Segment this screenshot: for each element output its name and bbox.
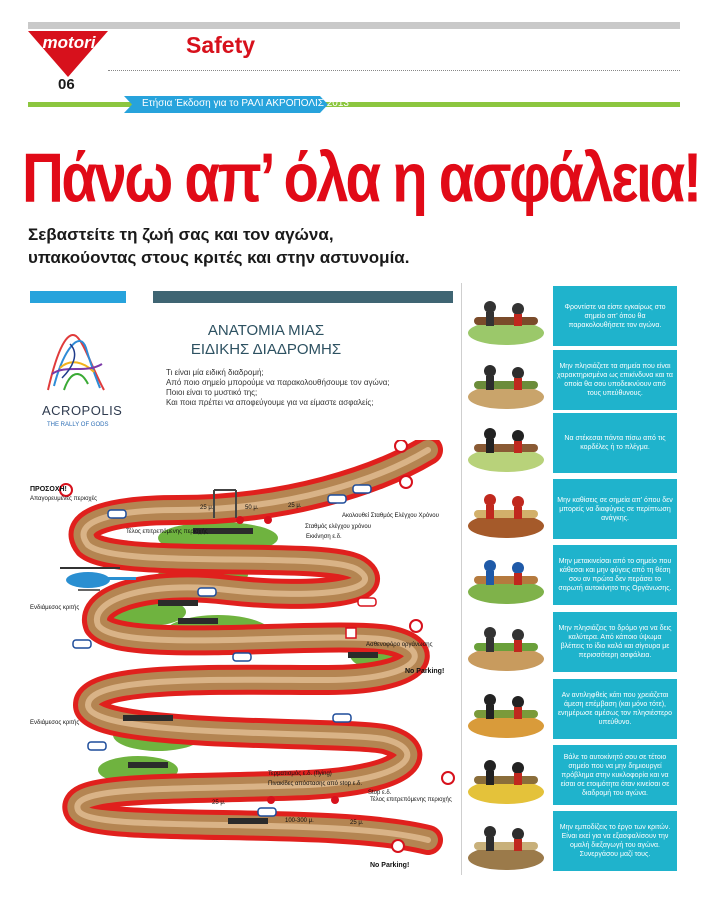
no-parking-label-2: No Parking! [370,862,410,869]
tip-illustration [466,812,546,870]
warning-label: ΠΡΟΣΟΧΗ! [30,486,67,493]
accent-bar-grey [153,291,453,303]
safety-tip-text: Μην πλησιάζεις το δρόμο για να δεις καλύτερα. Από κάποιο ύψωμα βλέπεις το ίδιο καλά και σίγουρα με περισσότερη ασφάλεια. [558,625,672,659]
safety-tip [553,745,677,805]
section-title: Safety [186,32,256,58]
ambulance-label: Ασθενοφόρο οργάνωσης [366,642,433,648]
tip-illustration [466,351,546,409]
infographic-title-2: ΕΙΔΙΚΗΣ ΔΙΑΔΡΟΜΗΣ [190,341,342,358]
headline: Πάνω απ’ όλα η ασφάλεια! [22,139,700,218]
acropolis-tagline: THE RALLY OF GODS [47,422,109,428]
tip-illustration [466,613,546,671]
safety-tip-text: Μην καθίσεις σε σημεία απ’ όπου δεν μπορείς να διαφύγεις σε περίπτωση ανάγκης. [557,496,673,522]
end-restricted-label: Τέλος επιτρεπόμενης περιοχής [126,529,208,535]
page-number: 06 [58,76,75,93]
safety-tip [553,479,677,539]
tip-illustration [466,480,546,538]
subtitle-line-1: Σεβαστείτε τη ζωή σας και τον αγώνα, [28,225,334,244]
safety-tip [553,612,677,672]
tip-illustration [466,287,546,345]
infographic-title-1: ΑΝΑΤΟΜΙΑ ΜΙΑΣ [207,322,325,339]
end-restricted-label-2: Τέλος επιτρεπόμενης περιοχής [370,797,452,803]
finish-flying-label: Τερματισμός ε.δ. (flying) [268,771,332,777]
distance-25-b: 25 μ. [288,503,302,509]
stage-course-map [28,440,460,880]
stop-stage-label: Stop ε.δ. [368,790,392,796]
distance-25-d: 25 μ. [350,820,364,826]
dotted-rule [108,70,680,71]
safety-tip-text: Βάλε το αυτοκίνητό σου σε τέτοιο σημείο που να μην δημιουργεί πρόβλημα στην κυκλοφορία και να είσαι σε ετοιμότητα όταν κινείσαι σε διαδρομή του αγώνα. [560,753,670,797]
top-rule [28,22,680,29]
brand-name: motori [42,33,96,52]
safety-tip [553,545,677,605]
subtitle-line-2: υπακούοντας στους κριτές και στην αστυνομία. [28,248,410,267]
intro-line-4: Και ποια πρέπει να αποφεύγουμε για να είμαστε ασφαλείς; [166,398,374,407]
no-parking-label-1: No Parking! [405,668,445,675]
column-divider [461,283,462,875]
accent-bar-blue [30,291,126,303]
distance-50: 50 μ. [245,505,259,511]
time-control-label: Σταθμός ελέγχου χρόνου [305,524,372,530]
safety-tip-text: Μην πλησιάζετε τα σημεία που είναι χαρακτηρισμένα ως επικίνδυνα και τα οποία θα σου υποδεικνύουν από τους υπεύθυνους. [557,363,673,397]
safety-tip-text: Φροντίστε να είστε εγκαίρως στο σημείο απ’ όπου θα παρακολουθήσετε τον αγώνα. [564,303,666,329]
safety-tip-text: Αν αντιληφθείς κάτι που χρειάζεται άμεση επέμβαση (και μόνο τότε), ενημέρωσε αμέσως τον πλησιέστερο υπεύθυνο. [557,692,673,726]
distance-25-a: 25 μ. [200,505,214,511]
forbidden-areas-label: Απαγορευμένες περιοχές [30,496,98,502]
safety-tip-text: Μην μετακινείσαι από το σημείο που κάθεσαι και μην φύγεις από τη θέση σου αν πρώτα δεν περάσει το σαρωτή αυτοκίνητο της Οργάνωσης. [558,558,672,592]
safety-tip [553,286,677,346]
acropolis-logo-mark [40,328,112,400]
start-stage-label: Εκκίνηση ε.δ. [306,534,342,540]
tip-illustration [466,546,546,604]
distance-100-300: 100-300 μ. [285,818,314,824]
intro-line-2: Από ποιο σημείο μπορούμε να παρακολουθήσουμε τον αγώνα; [166,378,390,387]
tip-illustration [466,680,546,738]
edition-text: Ετήσια Έκδοση για το ΡΑΛΙ ΑΚΡΟΠΟΛΙΣ 2013 [142,98,349,109]
edition-ribbon [28,96,680,113]
intermediate-judge-label-2: Ενδιάμεσος κριτής [30,720,80,726]
distance-signs-label: Πινακίδες απόστασης από stop ε.δ. [268,781,363,787]
safety-tip [553,413,677,473]
acropolis-logo-text: ACROPOLIS [42,403,123,418]
safety-tip-text: Μην εμποδίζεις το έργο των κριτών. Είναι εκεί για να εξασφαλίσουν την ομαλή διεξαγωγή του αγώνα. Συνεργάσου μαζί τους. [559,824,671,858]
intro-line-1: Τι είναι μία ειδική διαδρομή; [166,368,264,377]
safety-tip [553,350,677,410]
safety-tip [553,679,677,739]
safety-tip [553,811,677,871]
distance-25-c: 25 μ. [212,800,226,806]
intro-line-3: Ποιοι είναι το μυστικό της; [166,388,258,397]
intermediate-judge-label-1: Ενδιάμεσος κριτής [30,605,80,611]
advance-time-control-label: Ακολουθεί Σταθμός Ελέγχου Χρόνου [342,513,439,519]
tip-illustration [466,414,546,472]
tip-illustration [466,746,546,804]
safety-tip-text: Να στέκεσαι πάντα πίσω από τις κορδέλες ή το πλέγμα. [564,435,666,451]
